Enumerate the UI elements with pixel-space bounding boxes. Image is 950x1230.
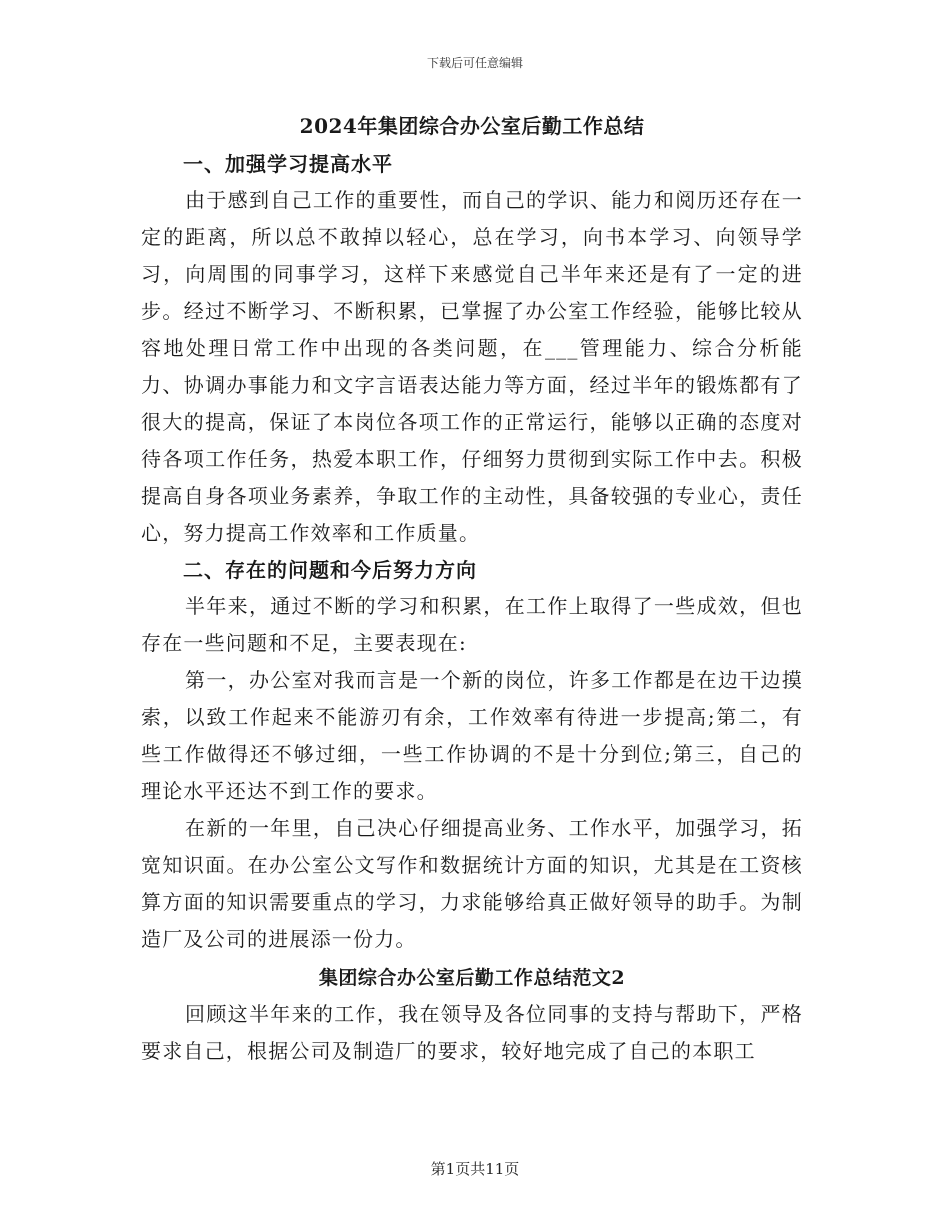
section-2 [141,552,803,958]
paragraph: 回顾这半年来的工作，我在领导及各位同事的支持与帮助下，严格要求自己，根据公司及制造厂的要求，较好地完成了自己的本职工 [141,1002,803,1063]
paragraph: 第一，办公室对我而言是一个新的岗位，许多工作都是在边干边摸索，以致工作起来不能游刃有余，工作效率有待进一步提高;第二，有些工作做得还不够过细，一些工作协调的不是十分到位;第三，自己的理论水平还达不到工作的要求。 [141,668,803,803]
section-heading: 一、加强学习提高水平 [183,152,393,176]
paragraph: 半年来，通过不断的学习和积累，在工作上取得了一些成效，但也存在一些问题和不足，主要表现在: [141,594,803,655]
second-document-title: 集团综合办公室后勤工作总结范文2 [318,967,626,989]
paragraph: 由于感到自己工作的重要性，而自己的学识、能力和阅历还存在一定的距离，所以总不敢掉以轻心，总在学习，向书本学习、向领导学习，向周围的同事学习，这样下来感觉自己半年来还是有了一定的进步。经过不断学习、不断积累，已掌握了办公室工作经验，能够比较从容地处理日常工作中出现的各类问题，在___管理能力、综合分析能力、协调办事能力和文字言语表达能力等方面，经过半年的锻炼都有了很大的提高，保证了本岗位各项工作的正常运行，能够以正确的态度对待各项工作任务，热爱本职工作，仔细努力贯彻到实际工作中去。积极提高自身各项业务素养，争取工作的主动性，具备较强的专业心，责任心，努力提高工作效率和工作质量。 [141,188,803,545]
header-note: 下载后可任意编辑 [426,56,523,70]
paragraph: 在新的一年里，自己决心仔细提高业务、工作水平，加强学习，拓宽知识面。在办公室公文写作和数据统计方面的知识，尤其是在工资核算方面的知识需要重点的学习，力求能够给真正做好领导的助手。为制造厂及公司的进展添一份力。 [141,816,803,951]
document-title: 2024年集团综合办公室后勤工作总结 [299,114,645,138]
document-body [141,108,803,1070]
section-1 [141,146,803,552]
section-heading: 二、存在的问题和今后努力方向 [183,558,477,582]
page-number: 第1页共11页 [430,1160,520,1178]
